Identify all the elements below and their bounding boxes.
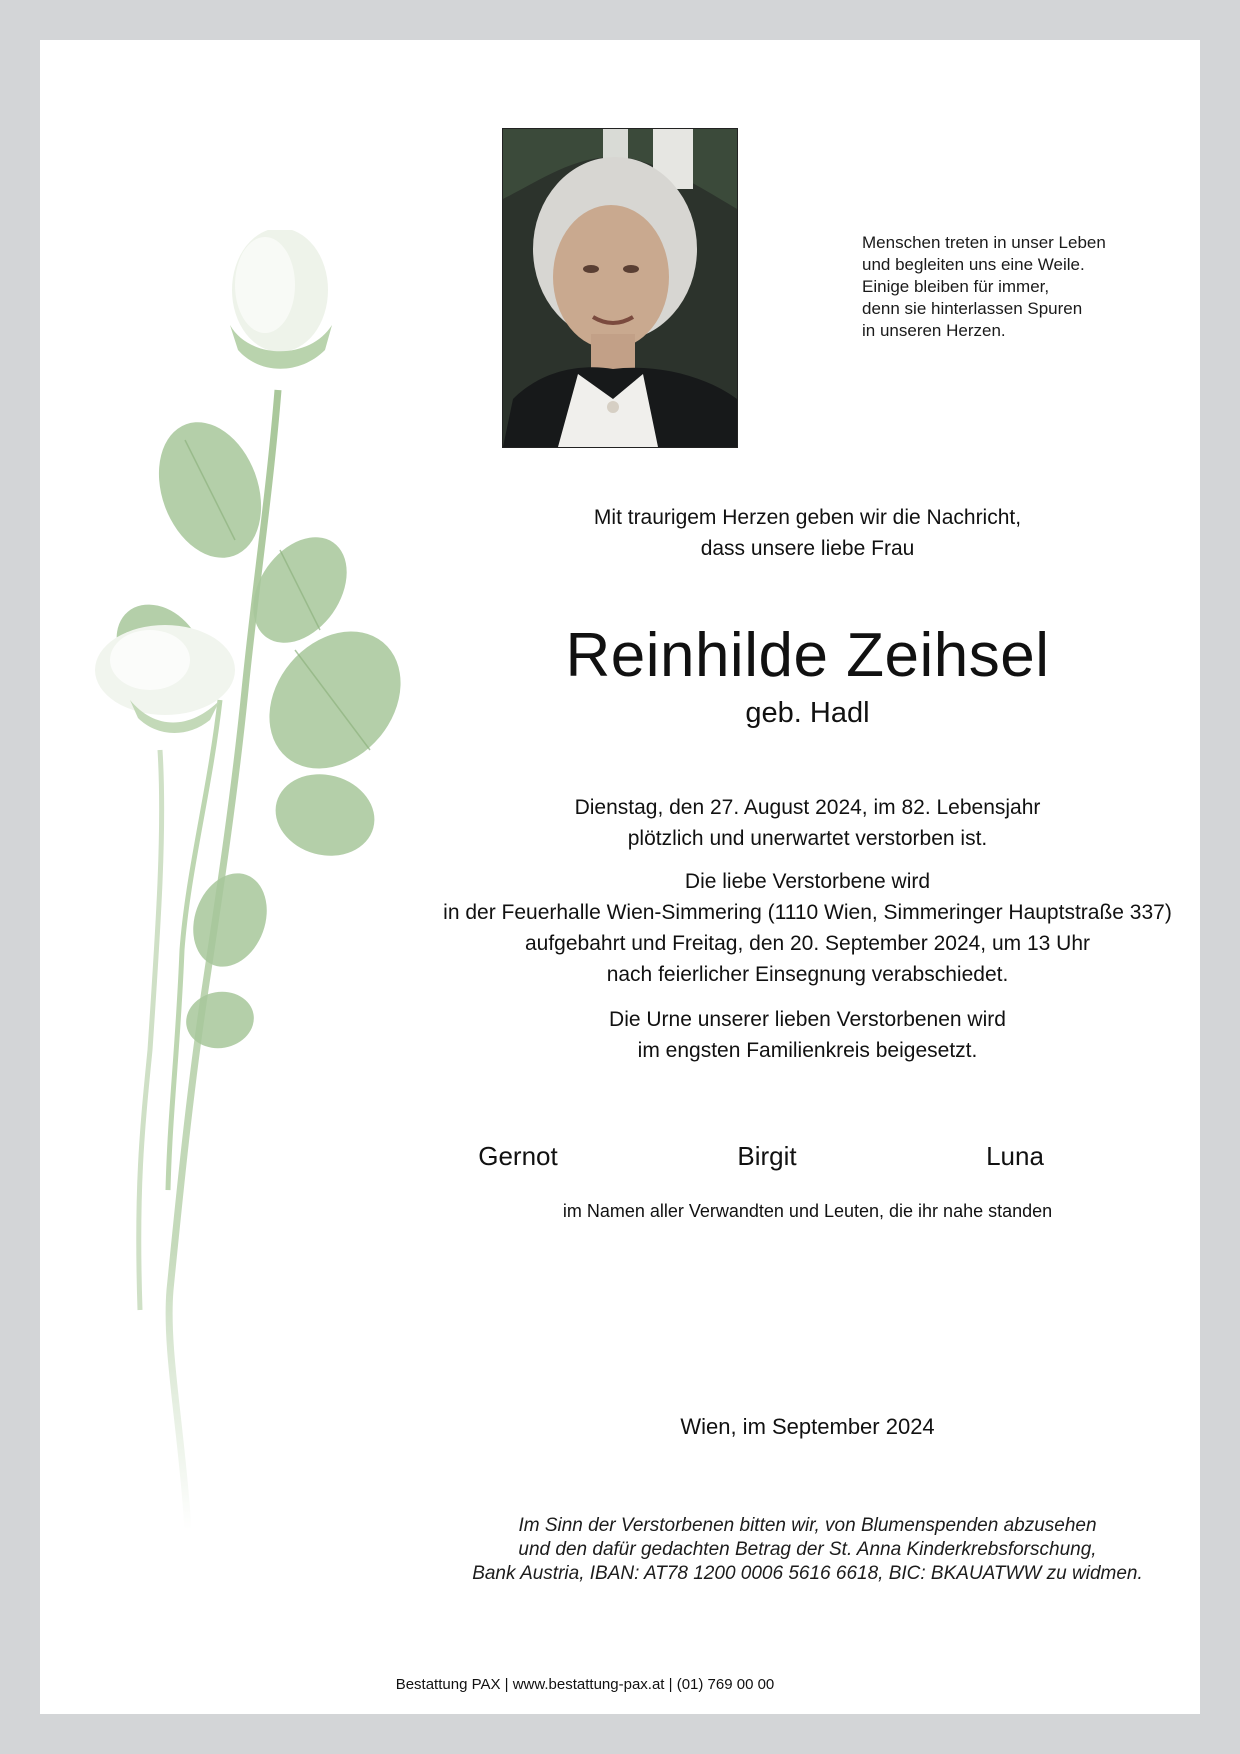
poem-line: in unseren Herzen. <box>862 321 1006 340</box>
donation-line: Bank Austria, IBAN: AT78 1200 0006 5616 6618, BIC: BKAUATWW zu widmen. <box>472 1563 1143 1584</box>
poem-line: Einige bleiben für immer, <box>862 277 1050 296</box>
intro-line: Mit traurigem Herzen geben wir die Nachricht, <box>593 506 1022 529</box>
portrait-photo <box>502 128 738 448</box>
funeral-line: in der Feuerhalle Wien-Simmering (1110 Wien, Simmeringer Hauptstraße 337) <box>443 901 1172 924</box>
donation-line: und den dafür gedachten Betrag der St. Anna Kinderkrebsforschung, <box>518 1539 1097 1560</box>
mourner-name: Luna <box>986 1141 1044 1171</box>
funeral-line: aufgebahrt und Freitag, den 20. September 2024, um 13 Uhr <box>524 932 1091 955</box>
funeral-home-footer: Bestattung PAX | www.bestattung-pax.at | (01) 769 00 00 <box>395 1676 775 1693</box>
urn-line: im engsten Familienkreis beigesetzt. <box>637 1039 978 1062</box>
death-details <box>380 792 1200 854</box>
poem-verse <box>862 232 1106 342</box>
death-line: Dienstag, den 27. August 2024, im 82. Lebensjahr <box>574 796 1041 819</box>
poem-line: denn sie hinterlassen Spuren <box>862 299 1083 318</box>
intro-line: dass unsere liebe Frau <box>700 537 915 560</box>
intro-text <box>380 502 1200 564</box>
urn-line: Die Urne unserer lieben Verstorbenen wird <box>609 1008 1006 1031</box>
deceased-name: Reinhilde Zeihsel <box>565 621 1050 690</box>
death-line: plötzlich und unerwartet verstorben ist. <box>627 827 988 850</box>
funeral-details <box>380 866 1200 990</box>
donation-line: Im Sinn der Verstorbenen bitten wir, von Blumenspenden abzusehen <box>518 1515 1097 1536</box>
poem-line: Menschen treten in unser Leben <box>862 233 1106 252</box>
relatives-text: im Namen aller Verwandten und Leuten, die ihr nahe standen <box>562 1201 1053 1221</box>
obituary-notice <box>40 40 1200 1714</box>
funeral-line: nach feierlicher Einsegnung verabschiedet. <box>606 963 1009 986</box>
urn-details <box>380 1004 1200 1066</box>
donation-note <box>380 1514 1200 1586</box>
place-date: Wien, im September 2024 <box>680 1414 935 1439</box>
poem-line: und begleiten uns eine Weile. <box>862 255 1085 274</box>
mourner-name: Gernot <box>478 1141 558 1171</box>
funeral-line: Die liebe Verstorbene wird <box>684 870 931 893</box>
mourner-name: Birgit <box>737 1141 797 1171</box>
birth-name: geb. Hadl <box>745 697 870 729</box>
